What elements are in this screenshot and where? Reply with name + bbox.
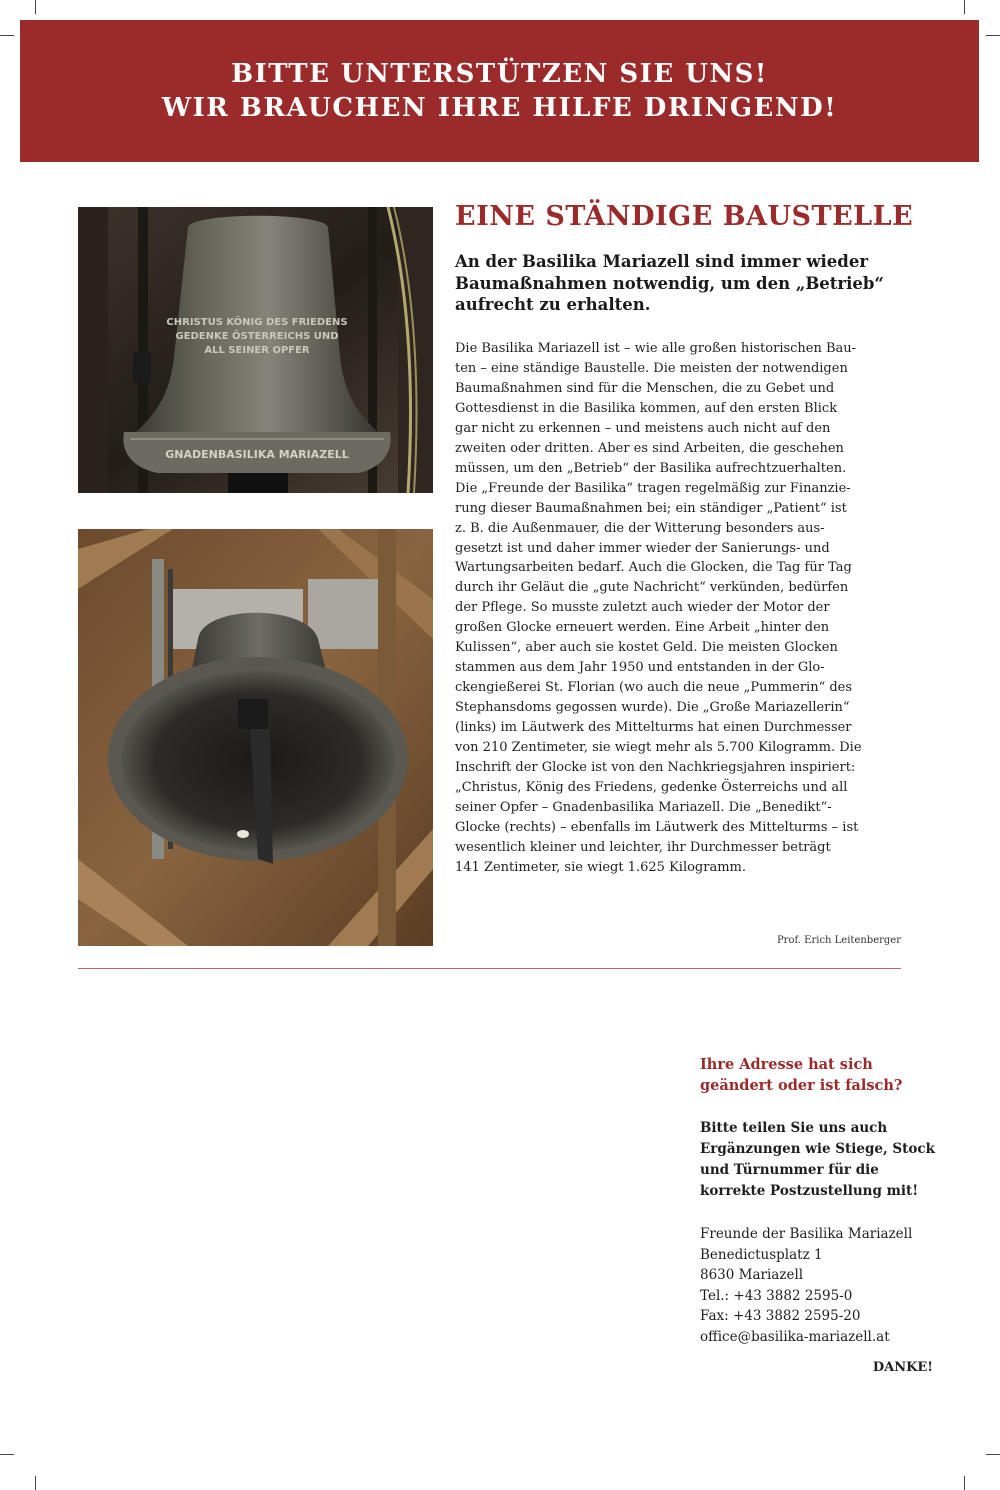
body-line: „Christus, König des Friedens, gedenke Österreichs und all xyxy=(455,779,848,795)
body-line: gar nicht zu erkennen – und meistens auch nicht auf den xyxy=(455,420,831,436)
crop-mark-bottom-left xyxy=(35,1476,36,1490)
body-line: ckengießerei St. Florian (wo auch die neue „Pummerin“ des xyxy=(455,680,853,696)
article-title: EINE STÄNDIGE BAUSTELLE xyxy=(455,201,914,232)
contact-phone: Tel.: +43 3882 2595-0 xyxy=(700,1287,853,1304)
thanks-note: DANKE! xyxy=(872,1360,933,1375)
crop-mark-top-right xyxy=(964,0,965,14)
bell-photo-1 xyxy=(78,207,433,493)
photo-benedikt-glocke xyxy=(78,529,433,946)
inscription-line-3: ALL SEINER OPFER xyxy=(204,345,310,356)
banner-line-1: BITTE UNTERSTÜTZEN SIE UNS! xyxy=(231,59,768,89)
address-note-line: Bitte teilen Sie uns auch xyxy=(700,1120,888,1136)
inscription-line-2: GEDENKE ÖSTERREICHS UND xyxy=(175,331,339,342)
contact-block xyxy=(700,1224,950,1347)
article-author: Prof. Erich Leitenberger xyxy=(776,935,901,946)
address-change-heading xyxy=(700,1054,950,1096)
address-note-line: korrekte Postzustellung mit! xyxy=(700,1183,919,1199)
body-line: wesentlich kleiner und leichter, ihr Durchmesser beträgt xyxy=(455,839,831,855)
contact-email: office@basilika-mariazell.at xyxy=(700,1328,890,1345)
body-line: der Pflege. So musste zuletzt auch wieder der Motor der xyxy=(455,600,830,616)
crop-mark-top-left xyxy=(35,0,36,14)
body-line: (links) im Läutwerk des Mittelturms hat einen Durchmesser xyxy=(455,720,852,736)
section-divider xyxy=(78,968,901,969)
bell-photo-2 xyxy=(78,529,433,946)
body-line: Glocke (rechts) – ebenfalls im Läutwerk des Mittelturms – ist xyxy=(455,819,859,835)
body-line: großen Glocke erneuert werden. Eine Arbeit „hinter den xyxy=(455,620,830,636)
article-body xyxy=(455,339,907,878)
inscription-rim: GNADENBASILIKA MARIAZELL xyxy=(165,448,349,461)
body-line: müssen, um den „Betrieb“ der Basilika aufrechtzuerhalten. xyxy=(455,460,847,476)
body-line: von 210 Zentimeter, sie wiegt mehr als 5.700 Kilogramm. Die xyxy=(455,740,862,756)
address-note xyxy=(700,1118,950,1202)
appeal-banner xyxy=(20,20,979,162)
contact-city: 8630 Mariazell xyxy=(700,1267,804,1283)
body-line: Wartungsarbeiten bedarf. Auch die Glocken, die Tag für Tag xyxy=(455,560,852,576)
crop-mark-bottom-left-h xyxy=(0,1454,14,1455)
lead-line: aufrecht zu erhalten. xyxy=(455,295,651,314)
body-line: Kulissen“, aber auch sie kostet Geld. Die meisten Glocken xyxy=(455,640,838,656)
address-heading-line: geändert oder ist falsch? xyxy=(700,1077,903,1094)
lead-line: Baumaßnahmen notwendig, um den „Betrieb“ xyxy=(455,273,884,293)
crop-mark-bottom-right xyxy=(964,1476,965,1490)
body-line: rung dieser Baumaßnahmen bei; ein ständiger „Patient“ ist xyxy=(455,500,847,516)
contact-fax: Fax: +43 3882 2595-20 xyxy=(700,1308,861,1324)
body-line: seiner Opfer – Gnadenbasilika Mariazell. Die „Benedikt“- xyxy=(455,799,832,815)
contact-street: Benedictusplatz 1 xyxy=(700,1246,823,1263)
address-note-line: und Türnummer für die xyxy=(700,1162,879,1178)
body-line: Stephansdoms gegossen wurde). Die „Große Mariazellerin“ xyxy=(455,700,850,716)
body-line: ten – eine ständige Baustelle. Die meisten der notwendigen xyxy=(455,360,848,376)
address-heading-line: Ihre Adresse hat sich xyxy=(700,1056,873,1073)
article-lead xyxy=(455,251,905,316)
body-line: Inschrift der Glocke ist von den Nachkriegsjahren inspiriert: xyxy=(455,760,856,776)
crop-mark-top-left-h xyxy=(0,35,14,36)
body-line: Baumaßnahmen sind für die Menschen, die zu Gebet und xyxy=(455,380,835,396)
body-line: zweiten oder dritten. Aber es sind Arbeiten, die geschehen xyxy=(455,440,844,456)
body-line: Die „Freunde der Basilika“ tragen regelmäßig zur Finanzie- xyxy=(455,480,851,496)
inscription-line-1: CHRISTUS KÖNIG DES FRIEDENS xyxy=(166,317,348,328)
crop-mark-bottom-right-h xyxy=(986,1454,1000,1455)
address-note-line: Ergänzungen wie Stiege, Stock xyxy=(700,1141,935,1157)
body-line: Gottesdienst in die Basilika kommen, auf den ersten Blick xyxy=(455,400,838,416)
photo-grosse-mariazellerin xyxy=(78,207,433,493)
contact-organisation: Freunde der Basilika Mariazell xyxy=(700,1226,913,1242)
crop-mark-top-right-h xyxy=(986,35,1000,36)
body-line: z. B. die Außenmauer, die der Witterung besonders aus- xyxy=(455,520,825,536)
body-line: Die Basilika Mariazell ist – wie alle großen historischen Bau- xyxy=(455,341,857,356)
body-line: stammen aus dem Jahr 1950 und entstanden in der Glo- xyxy=(455,660,825,676)
body-line: durch ihr Geläut die „gute Nachricht“ verkünden, bedürfen xyxy=(455,580,849,596)
body-line: 141 Zentimeter, sie wiegt 1.625 Kilogramm. xyxy=(455,859,747,875)
lead-line: An der Basilika Mariazell sind immer wieder xyxy=(455,252,869,271)
banner-line-2: WIR BRAUCHEN IHRE HILFE DRINGEND! xyxy=(161,93,838,123)
body-line: gesetzt ist und daher immer wieder der Sanierungs- und xyxy=(455,540,830,556)
